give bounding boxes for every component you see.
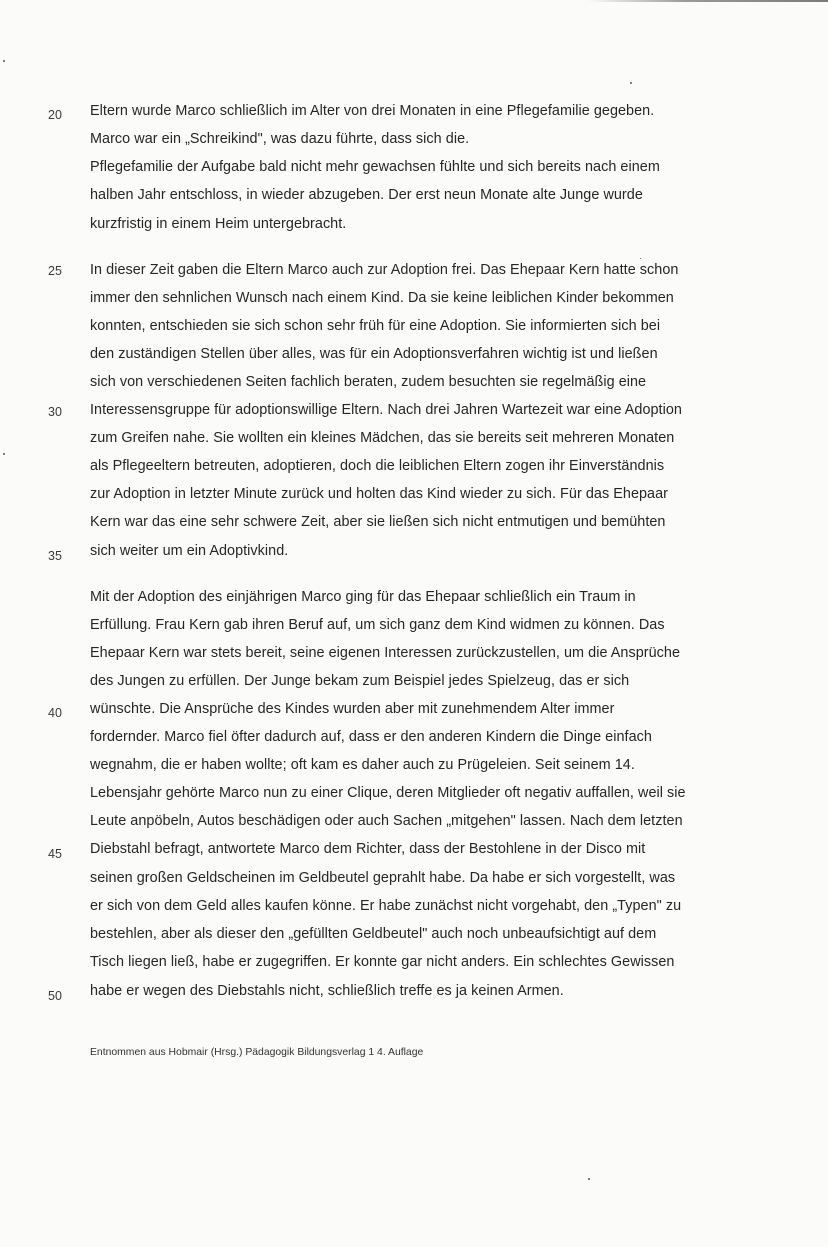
text-line: als Pflegeeltern betreuten, adoptieren, doch die leiblichen Eltern zogen ihr Einverständnis [90, 458, 665, 474]
line-number: 50 [48, 989, 62, 1003]
text-line: Erfüllung. Frau Kern gab ihren Beruf auf, um sich ganz dem Kind widmen zu können. Das [90, 617, 665, 633]
scan-speck [588, 1178, 590, 1180]
text-line: Mit der Adoption des einjährigen Marco ging für das Ehepaar schließlich ein Traum in [90, 589, 636, 605]
text-line: des Jungen zu erfüllen. Der Junge bekam zum Beispiel jedes Spielzeug, das er sich [90, 673, 630, 689]
line-number: 20 [48, 108, 62, 122]
text-line: Diebstahl befragt, antwortete Marco dem Richter, dass der Bestohlene in der Disco mit [90, 841, 646, 857]
text-line: Marco war ein „Schreikind", was dazu führte, dass sich die. [90, 131, 470, 147]
text-line: habe er wegen des Diebstahls nicht, schließlich treffe es ja keinen Armen. [90, 983, 564, 999]
text-line: zur Adoption in letzter Minute zurück und holten das Kind wieder zu sich. Für das Ehepaar [90, 486, 668, 502]
text-line: sich von verschiedenen Seiten fachlich beraten, zudem besuchten sie regelmäßig eine [90, 374, 647, 390]
text-line: seinen großen Geldscheinen im Geldbeutel geprahlt habe. Da habe er sich vorgestellt, was [90, 870, 676, 886]
line-number: 25 [48, 264, 62, 278]
text-line: Kern war das eine sehr schwere Zeit, aber sie ließen sich nicht entmutigen und bemühten [90, 514, 666, 530]
text-line: Eltern wurde Marco schließlich im Alter von drei Monaten in eine Pflegefamilie gegeben. [90, 103, 655, 119]
text-line: den zuständigen Stellen über alles, was für ein Adoptionsverfahren wichtig ist und ließen [90, 346, 658, 362]
source-citation: Entnommen aus Hobmair (Hrsg.) Pädagogik Bildungsverlag 1 4. Auflage [90, 1047, 424, 1058]
text-line: Tisch liegen ließ, habe er zugegriffen. Er konnte gar nicht anders. Ein schlechtes Gewissen [90, 954, 675, 970]
scan-speck [640, 258, 641, 259]
text-line: konnten, entschieden sie sich schon sehr früh für eine Adoption. Sie informierten sich bei [90, 318, 661, 334]
scan-speck [3, 453, 5, 455]
scan-edge [588, 0, 828, 2]
text-line: sich weiter um ein Adoptivkind. [90, 543, 289, 559]
scan-speck [630, 82, 632, 84]
text-line: immer den sehnlichen Wunsch nach einem Kind. Da sie keine leiblichen Kinder bekommen [90, 290, 674, 306]
text-line: Ehepaar Kern war stets bereit, seine eigenen Interessen zurückzustellen, um die Ansprüche [90, 645, 681, 661]
text-line: In dieser Zeit gaben die Eltern Marco auch zur Adoption frei. Das Ehepaar Kern hatte schon [90, 262, 679, 278]
line-number: 45 [48, 847, 62, 861]
text-line: halben Jahr entschloss, in wieder abzugeben. Der erst neun Monate alte Junge wurde [90, 187, 643, 203]
line-number: 30 [48, 405, 62, 419]
text-line: Interessensgruppe für adoptionswillige Eltern. Nach drei Jahren Wartezeit war eine Adoption [90, 402, 682, 418]
line-number: 35 [48, 549, 62, 563]
line-number: 40 [48, 706, 62, 720]
text-line: zum Greifen nahe. Sie wollten ein kleines Mädchen, das sie bereits seit mehreren Monaten [90, 430, 675, 446]
text-line: Pflegefamilie der Aufgabe bald nicht mehr gewachsen fühlte und sich bereits nach einem [90, 159, 660, 175]
text-line: fordernder. Marco fiel öfter dadurch auf, dass er den anderen Kindern die Dinge einfach [90, 729, 652, 745]
text-line: wünschte. Die Ansprüche des Kindes wurden aber mit zunehmendem Alter immer [90, 701, 615, 717]
text-line: kurzfristig in einem Heim untergebracht. [90, 216, 347, 232]
text-line: er sich von dem Geld alles kaufen könne. Er habe zunächst nicht vorgehabt, den „Typen" zu [90, 898, 682, 914]
text-line: Lebensjahr gehörte Marco nun zu einer Clique, deren Mitglieder oft negativ auffallen, weil sie [90, 785, 686, 801]
text-line: bestehlen, aber als dieser den „gefüllten Geldbeutel" auch noch unbeaufsichtigt auf dem [90, 926, 657, 942]
text-line: wegnahm, die er haben wollte; oft kam es daher auch zu Prügeleien. Seit seinem 14. [90, 757, 635, 773]
text-line: Leute anpöbeln, Autos beschädigen oder auch Sachen „mitgehen" lassen. Nach dem letzten [90, 813, 683, 829]
scan-speck [3, 60, 5, 62]
